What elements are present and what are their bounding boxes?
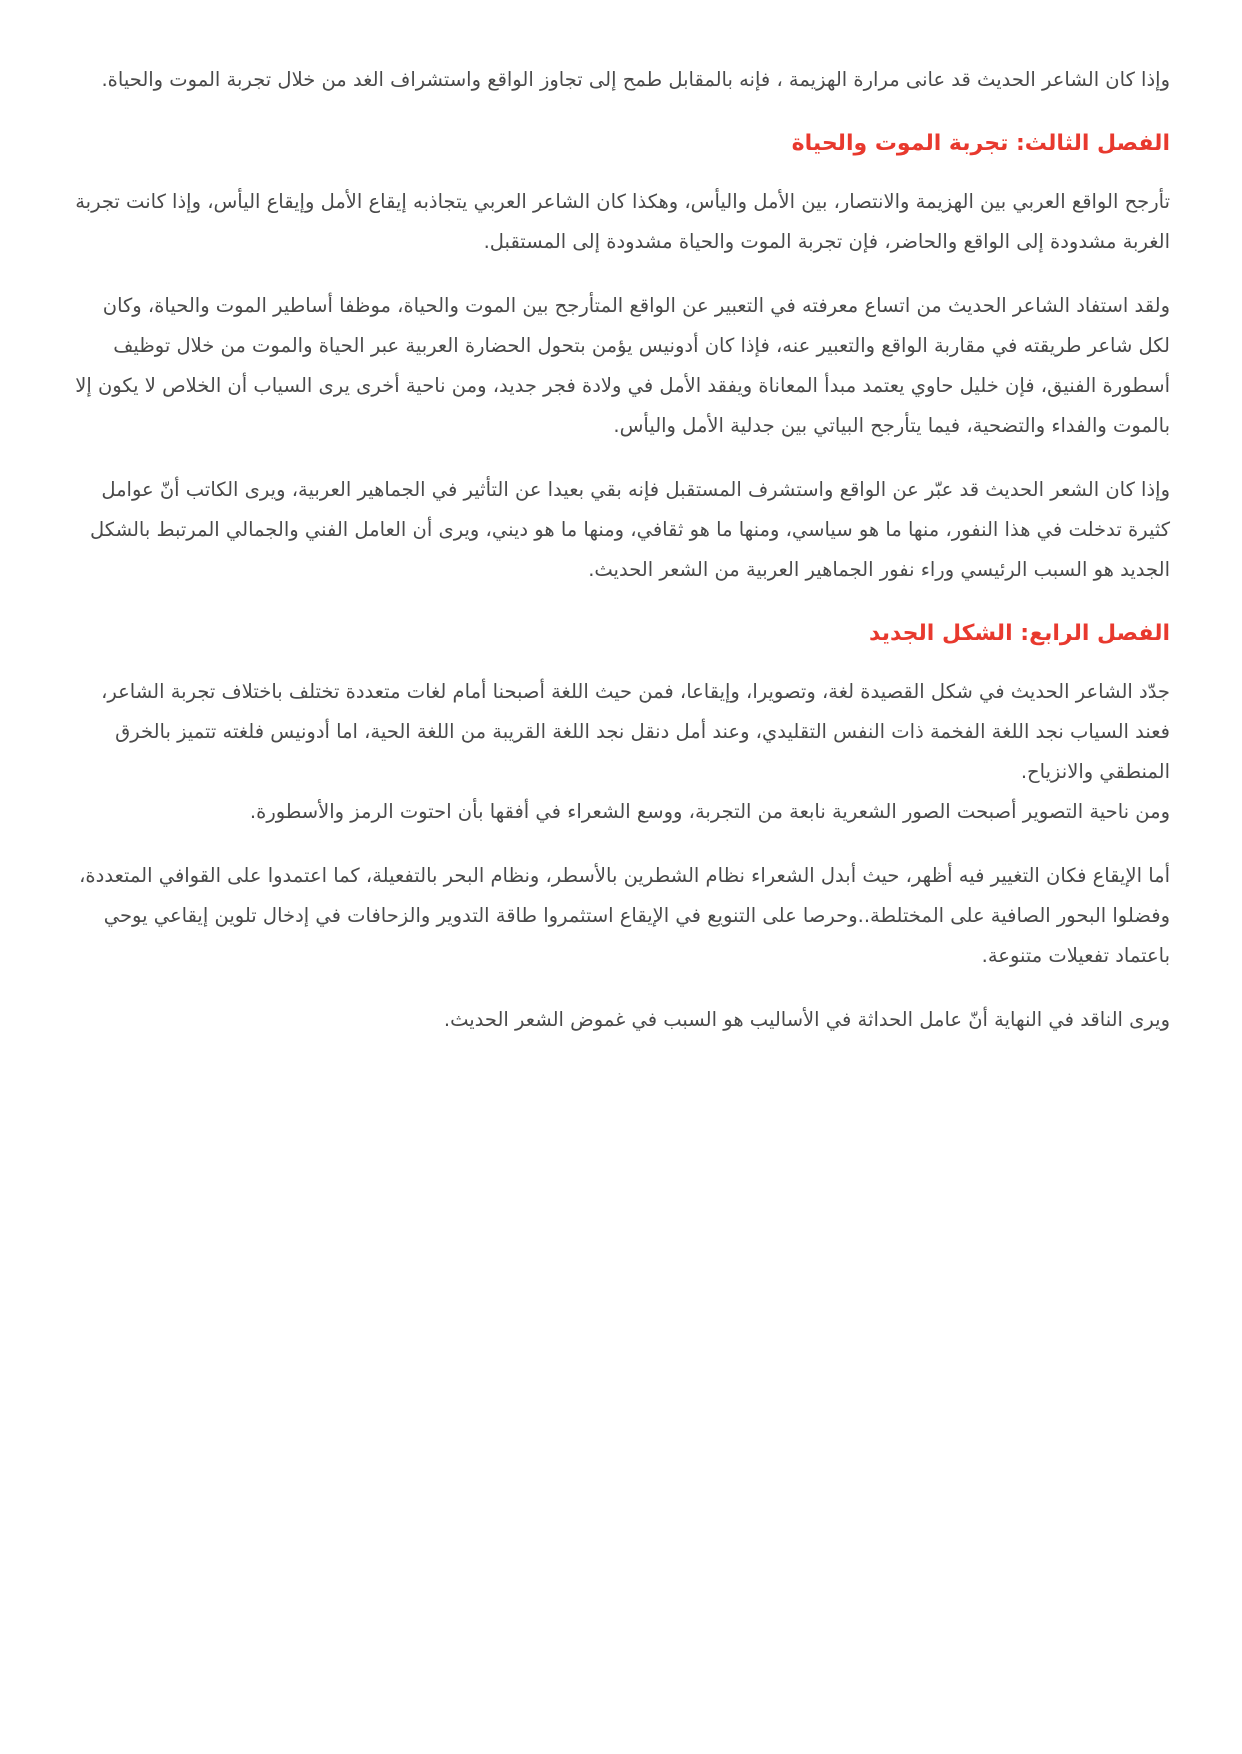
chapter-4-paragraph-rhythm: أما الإيقاع فكان التغيير فيه أظهر، حيث أبدل الشعراء نظام الشطرين بالأسطر، ونظام البحر بالتفعيلة، كما اعتمدوا على القوافي المتعددة، وفضلوا البحور الصافية على المختلطة..وحرصا على التنويع في الإيقاع استثمروا طاقة التدوير والزحافات في إدخال تلوين إيقاعي يوحي باعتماد تفعيلات متنوعة. — [79, 864, 1170, 967]
chapter-3-paragraph-3: وإذا كان الشعر الحديث قد عبّر عن الواقع واستشرف المستقبل فإنه بقي بعيدا عن التأثير في الجماهير العربية، ويرى الكاتب أنّ عوامل كثيرة تدخلت في هذا النفور، منها ما هو سياسي، ومنها ما هو ثقافي، ومنها ما هو ديني، ويرى أن العامل الفني والجمالي المرتبط بالشكل الجديد هو السبب الرئيسي وراء نفور الجماهير العربية من الشعر الحديث. — [90, 478, 1170, 581]
document-body — [72, 60, 1170, 1064]
chapter-4-heading: الفصل الرابع: الشكل الجديد — [869, 621, 1170, 646]
chapter-4-paragraph-language: جدّد الشاعر الحديث في شكل القصيدة لغة، وتصويرا، وإيقاعا، فمن حيث اللغة أصبحنا أمام لغات متعددة تختلف باختلاف تجربة الشاعر، فعند السياب نجد اللغة الفخمة ذات النفس التقليدي، وعند أمل دنقل نجد اللغة القريبة من اللغة الحية، اما أدونيس فلغته تتميز بالخرق المنطقي والانزياح. — [101, 680, 1170, 783]
chapter-3-paragraph-1: تأرجح الواقع العربي بين الهزيمة والانتصار، بين الأمل واليأس، وهكذا كان الشاعر العربي يتجاذبه إيقاع الأمل وإيقاع اليأس، وإذا كانت تجربة الغربة مشدودة إلى الواقع والحاضر، فإن تجربة الموت والحياة مشدودة إلى المستقبل. — [75, 190, 1170, 253]
chapter-3-paragraph-2: ولقد استفاد الشاعر الحديث من اتساع معرفته في التعبير عن الواقع المتأرجح بين الموت والحياة، موظفا أساطير الموت والحياة، وكان لكل شاعر طريقته في مقاربة الواقع والتعبير عنه، فإذا كان أدونيس يؤمن بتحول الحضارة العربية عبر الحياة والموت من خلال توظيف أسطورة الفنيق، فإن خليل حاوي يعتمد مبدأ المعاناة ويفقد الأمل في ولادة فجر جديد، ومن ناحية أخرى يرى السياب أن الخلاص لا يكون إلا بالموت والفداء والتضحية، فيما يتأرجح البياتي بين جدلية الأمل واليأس. — [75, 294, 1170, 437]
chapter-4-paragraph-conclusion: ويرى الناقد في النهاية أنّ عامل الحداثة في الأساليب هو السبب في غموض الشعر الحديث. — [443, 1008, 1170, 1031]
chapter-4-paragraph-imagery: ومن ناحية التصوير أصبحت الصور الشعرية نابعة من التجربة، ووسع الشعراء في أفقها بأن احتوت الرمز والأسطورة. — [249, 800, 1170, 823]
intro-paragraph: وإذا كان الشاعر الحديث قد عانى مرارة الهزيمة ، فإنه بالمقابل طمح إلى تجاوز الواقع واستشراف الغد من خلال تجربة الموت والحياة. — [101, 68, 1170, 91]
chapter-3-heading: الفصل الثالث: تجربة الموت والحياة — [791, 131, 1170, 156]
